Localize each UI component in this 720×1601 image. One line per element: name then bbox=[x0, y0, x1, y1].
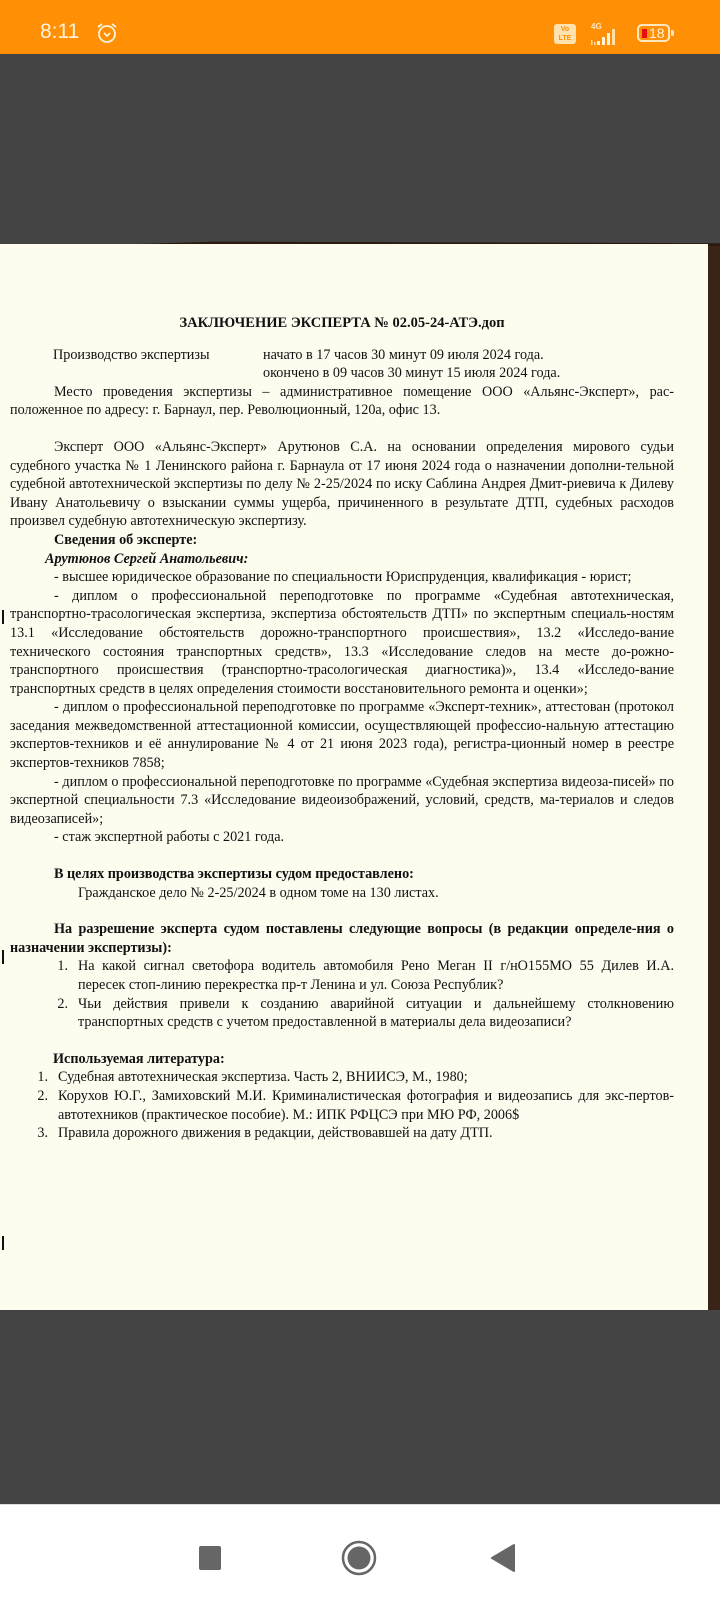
status-bar bbox=[0, 0, 720, 54]
margin-mark bbox=[2, 1236, 4, 1250]
questions-heading: На разрешение эксперта судом поставлены следующие вопросы (в редакции определе-ния о назначении экспертизы): bbox=[10, 921, 674, 956]
literature-item bbox=[10, 1068, 674, 1087]
signal-icon bbox=[588, 22, 620, 46]
expert-item: - диплом о профессиональной переподготовке по программе «Эксперт-техник», аттестован (протокол заседания межведомственной аттестационной комиссии, осуществляющей профессио-нальную аттестацию экспертов-техников и её аннулирование № 4 от 21 июня 2023 года), регистра-ционный номер в реестре экспертов-техников 7858; bbox=[10, 699, 674, 772]
expert-item: - диплом о профессиональной переподготовке по программе «Судебная экспертиза видеоза-писей» по экспертной специальности 7.3 «Исследование видеоизображений, условий, средств, ма-териалов и следов видеозаписей»; bbox=[10, 773, 674, 827]
question-number: 1. bbox=[57, 958, 68, 975]
questions-list bbox=[10, 957, 674, 1031]
volte-icon bbox=[554, 24, 576, 44]
alarm-clock-icon bbox=[96, 22, 118, 44]
battery-tip bbox=[671, 30, 674, 36]
margin-mark bbox=[2, 610, 4, 624]
provided-text: Гражданское дело № 2-25/2024 в одном томе на 130 листах. bbox=[78, 884, 439, 901]
production-row-end bbox=[10, 364, 674, 383]
place-paragraph: Место проведения экспертизы – административное помещение ООО «Альянс-Эксперт», рас-положенное по адресу: г. Барнаул, пер. Революционный, 120а, офис 13. bbox=[10, 383, 674, 419]
production-end: окончено в 09 часов 30 минут 15 июля 2024 года. bbox=[263, 365, 561, 382]
production-row bbox=[10, 346, 674, 365]
literature-heading: Используемая литература: bbox=[53, 1050, 225, 1067]
document-title: ЗАКЛЮЧЕНИЕ ЭКСПЕРТА № 02.05-24-АТЭ.доп bbox=[179, 315, 505, 331]
margin-mark bbox=[2, 950, 4, 964]
question-number: 2. bbox=[57, 995, 68, 1012]
literature-text: Правила дорожного движения в редакции, действовавшей на дату ДТП. bbox=[58, 1125, 493, 1142]
literature-text: Корухов Ю.Г., Замиховский М.И. Криминалистическая фотография и видеозапись для экс-пертов-автотехников (практическое пособие). М.: ИПК РФЦСЭ при МЮ РФ, 2006$ bbox=[58, 1087, 674, 1123]
intro-paragraph: Эксперт ООО «Альянс-Эксперт» Арутюнов С.А. на основании определения мирового судьи судебного участка № 1 Ленинского района г. Барнаула от 17 июня 2024 года о назначении дополни-тельной судебной автотехнической экспертизы по делу № 2-25/2024 по иску Саблина Андрея Дмит-риевича к Дилеву Ивану Анатольевичу о взыскании суммы ущерба, причиненного в результате ДТП, судебных расходов произвел судебную автотехническую экспертизу. bbox=[10, 438, 674, 530]
literature-number: 1. bbox=[37, 1069, 48, 1086]
literature-list bbox=[10, 1068, 674, 1142]
document-photo bbox=[0, 244, 708, 1310]
expert-item: - высшее юридическое образование по специальности Юриспруденция, квалификация - юрист; bbox=[54, 569, 632, 586]
production-start: начато в 17 часов 30 минут 09 июля 2024 года. bbox=[263, 346, 544, 363]
question-item bbox=[10, 957, 674, 994]
expert-item: - диплом о профессиональной переподготовке по программе «Судебная автотехническая, транспортно-трасологическая экспертиза, экспертиза обстоятельств ДТП» по экспертным специаль-ностям 13.1 «Исследование обстоятельств дорожно-транспортного происшествия», 13.2 «Исследо-вание технического состояния транспортных средств», 13.3 «Исследование следов на месте до-рожно-транспортного происшествия (транспортно-трасологическая диагностика)», 13.4 «Исследо-вание транспортных средств в целях определения стоимости восстановительного ремонта и оценки»; bbox=[10, 587, 674, 697]
expert-name: Арутюнов Сергей Анатольевич: bbox=[45, 550, 249, 567]
literature-number: 3. bbox=[37, 1125, 48, 1142]
provided-heading: В целях производства экспертизы судом предоставлено: bbox=[54, 866, 414, 883]
volte-label: Vo LTE bbox=[558, 26, 572, 42]
question-text: На какой сигнал светофора водитель автомобиля Рено Меган II г/нО155МО 55 Дилев И.А. пересек стоп-линию перекрестка пр-т Ленина и ул. Союза Республик? bbox=[78, 958, 674, 993]
network-type: 4G bbox=[591, 22, 602, 31]
literature-number: 2. bbox=[37, 1087, 48, 1104]
question-text: Чьи действия привели к созданию аварийной ситуации и дальнейшему столкновению транспортных средств с учетом предоставленной в материалы дела видеозаписи? bbox=[78, 995, 674, 1031]
battery-fill bbox=[642, 29, 647, 38]
status-time: 8:11 bbox=[40, 20, 80, 43]
literature-item bbox=[10, 1124, 674, 1143]
expert-item: - стаж экспертной работы с 2021 года. bbox=[54, 829, 285, 846]
literature-item bbox=[10, 1087, 674, 1124]
battery-level: 18 bbox=[649, 25, 665, 41]
expert-heading: Сведения об эксперте: bbox=[54, 531, 198, 548]
navigation-bar bbox=[0, 1504, 720, 1601]
production-label: Производство экспертизы bbox=[53, 346, 210, 363]
literature-text: Судебная автотехническая экспертиза. Часть 2, ВНИИСЭ, М., 1980; bbox=[58, 1069, 468, 1086]
document-page bbox=[10, 314, 674, 1143]
document-right-edge bbox=[708, 246, 720, 1310]
question-item bbox=[10, 995, 674, 1032]
circle-home-icon[interactable] bbox=[341, 1540, 377, 1576]
battery-icon bbox=[637, 24, 670, 42]
square-recents-icon[interactable] bbox=[198, 1545, 222, 1571]
triangle-back-icon[interactable] bbox=[490, 1543, 516, 1573]
